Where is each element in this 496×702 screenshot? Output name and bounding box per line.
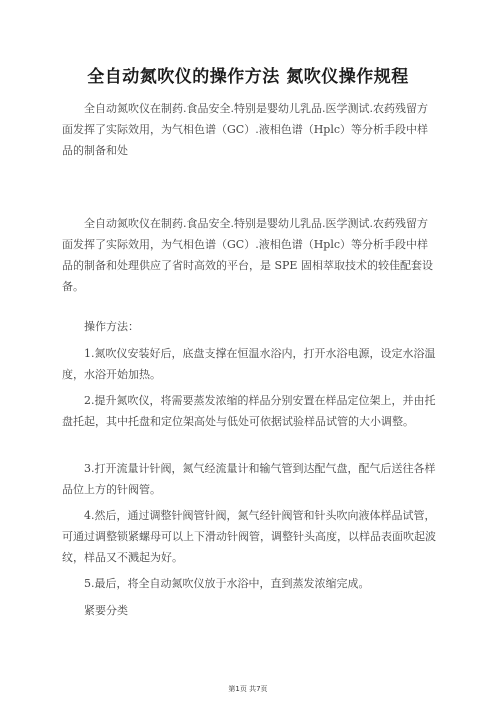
- category-heading: 紧要分类: [84, 604, 128, 617]
- method-heading: 操作方法：: [84, 320, 139, 333]
- intro-paragraph-full: 全自动氮吹仪在制药.食品安全.特别是婴幼儿乳品.医学测试.农药残留方面发挥了实际效用，为气相色谱（GC）.液相色谱（Hplc）等分析手段中样品的制备和处理供应了省时高效的平台，是 SPE 固相萃取技术的较佳配套设备。: [62, 217, 433, 293]
- page-footer: 第1页 共7页: [228, 685, 268, 693]
- step-3: 3.打开流量计针阀，氮气经流量计和输气管到达配气盘，配气后送往各样品位上方的针阀管。: [62, 462, 436, 496]
- step-4: 4.然后，通过调整针阀管针阀，氮气经针阀管和针头吹向液体样品试管，可通过调整锁紧螺母可以上下滑动针阀管，调整针头高度，以样品表面吹起波纹，样品又不溅起为好。: [62, 509, 436, 564]
- intro-paragraph-short: 全自动氮吹仪在制药.食品安全.特别是婴幼儿乳品.医学测试.农药残留方面发挥了实际效用，为气相色谱（GC）.液相色谱（Hplc）等分析手段中样品的制备和处: [62, 102, 429, 157]
- step-5: 5.最后，将全自动氮吹仪放于水浴中，直到蒸发浓缩完成。: [84, 577, 370, 590]
- step-2: 2.提升氮吹仪，将需要蒸发浓缩的样品分别安置在样品定位架上，并由托盘托起，其中托盘和定位架高处与低处可依据试验样品试管的大小调整。: [62, 394, 436, 428]
- document-title: 全自动氮吹仪的操作方法 氮吹仪操作规程: [87, 67, 409, 87]
- step-1: 1.氮吹仪安装好后，底盘支撑在恒温水浴内，打开水浴电源，设定水浴温度，水浴开始加热。: [62, 347, 436, 381]
